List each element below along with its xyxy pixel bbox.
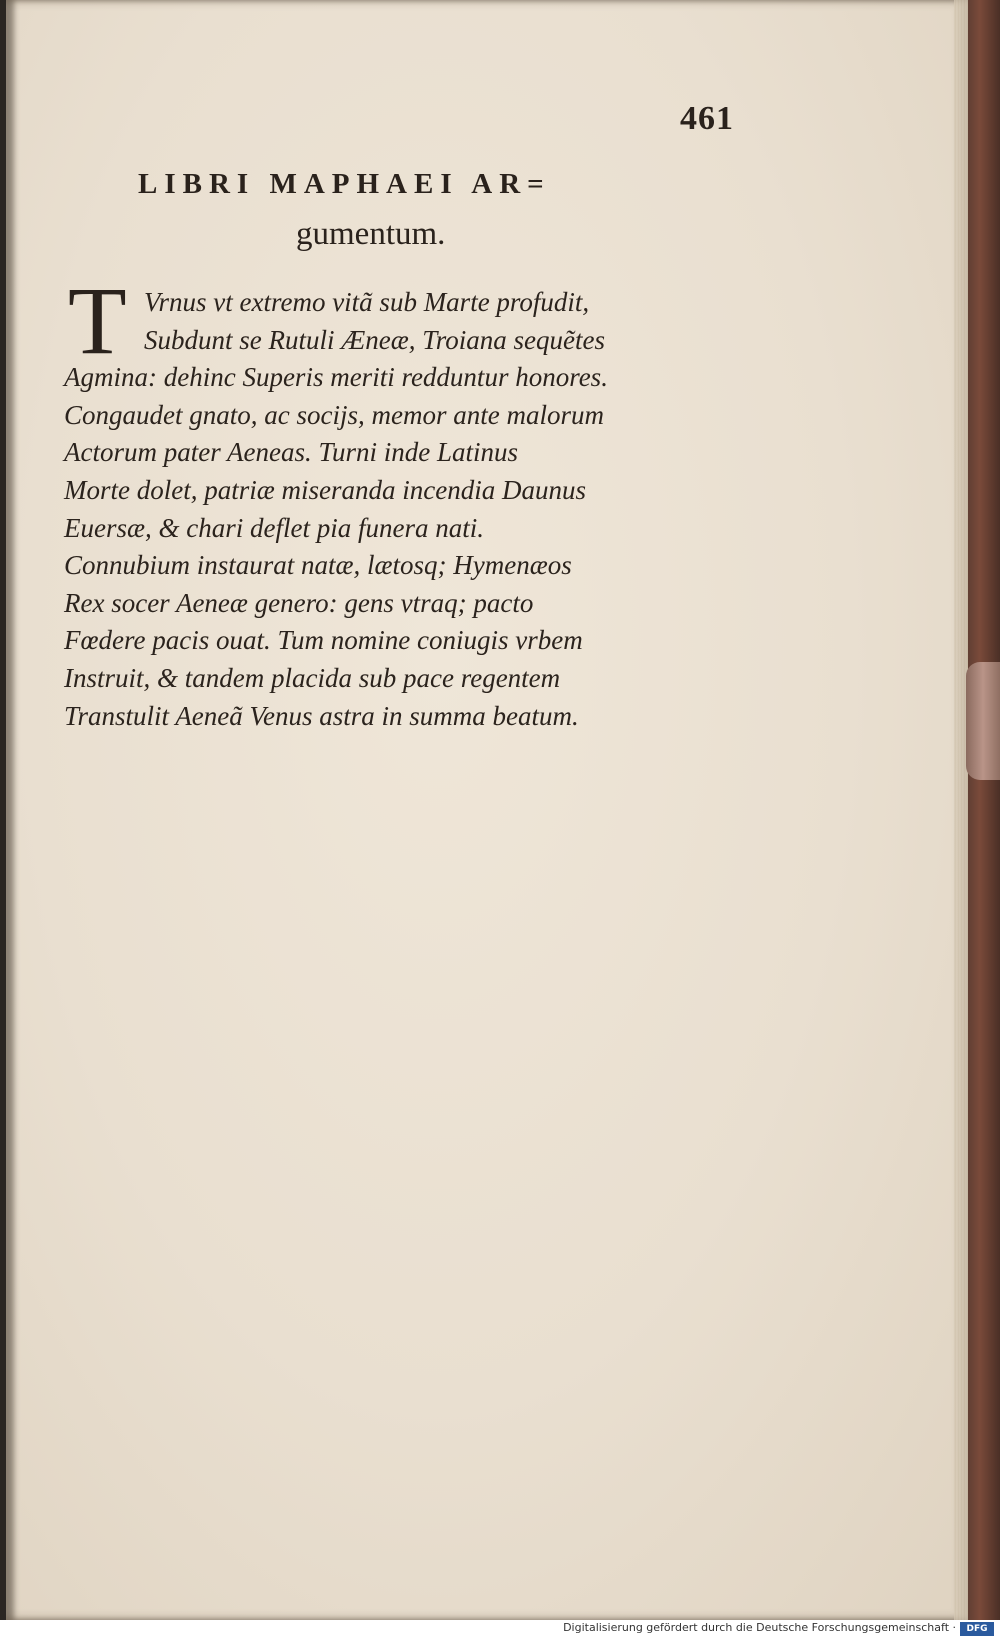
footer-credit: Digitalisierung gefördert durch die Deutsche Forschungsgemeinschaft ·: [563, 1621, 956, 1634]
verse-line: Rex socer Aeneæ genero: gens vtraq; pacto: [64, 587, 534, 618]
poem-body: [64, 284, 744, 735]
book-page: [6, 0, 968, 1620]
verse-line: Connubium instaurat natæ, lætosq; Hymenæos: [64, 550, 572, 581]
verse-line: Subdunt se Rutuli Æneæ, Troiana sequẽtes: [144, 324, 605, 355]
verse-line: Fœdere pacis ouat. Tum nomine coniugis vrbem: [64, 625, 583, 656]
heading-line-1: LIBRI MAPHAEI AR=: [138, 168, 551, 200]
book-cover-edge: [966, 0, 1000, 1620]
page-edge: [954, 0, 968, 1620]
verse-line: Vrnus vt extremo vitã sub Marte profudit,: [144, 287, 590, 317]
verse-line: Transtulit Aeneã Venus astra in summa beatum.: [64, 700, 579, 731]
verse-line: Agmina: dehinc Superis meriti redduntur honores.: [64, 362, 608, 393]
verse-line: Instruit, & tandem placida sub pace regentem: [64, 662, 561, 693]
dfg-logo: DFG: [960, 1622, 994, 1636]
page-tab-marker: [966, 662, 1000, 780]
verse-line: Actorum pater Aeneas. Turni inde Latinus: [64, 437, 519, 468]
heading-line-2: gumentum.: [296, 216, 446, 252]
drop-cap: T: [68, 267, 127, 374]
verse-line: Morte dolet, patriæ miseranda incendia Daunus: [64, 474, 586, 505]
verse-line: Euersæ, & chari deflet pia funera nati.: [64, 512, 484, 543]
verse-line: Congaudet gnato, ac socijs, memor ante malorum: [64, 399, 604, 430]
page-number: 461: [680, 100, 734, 137]
